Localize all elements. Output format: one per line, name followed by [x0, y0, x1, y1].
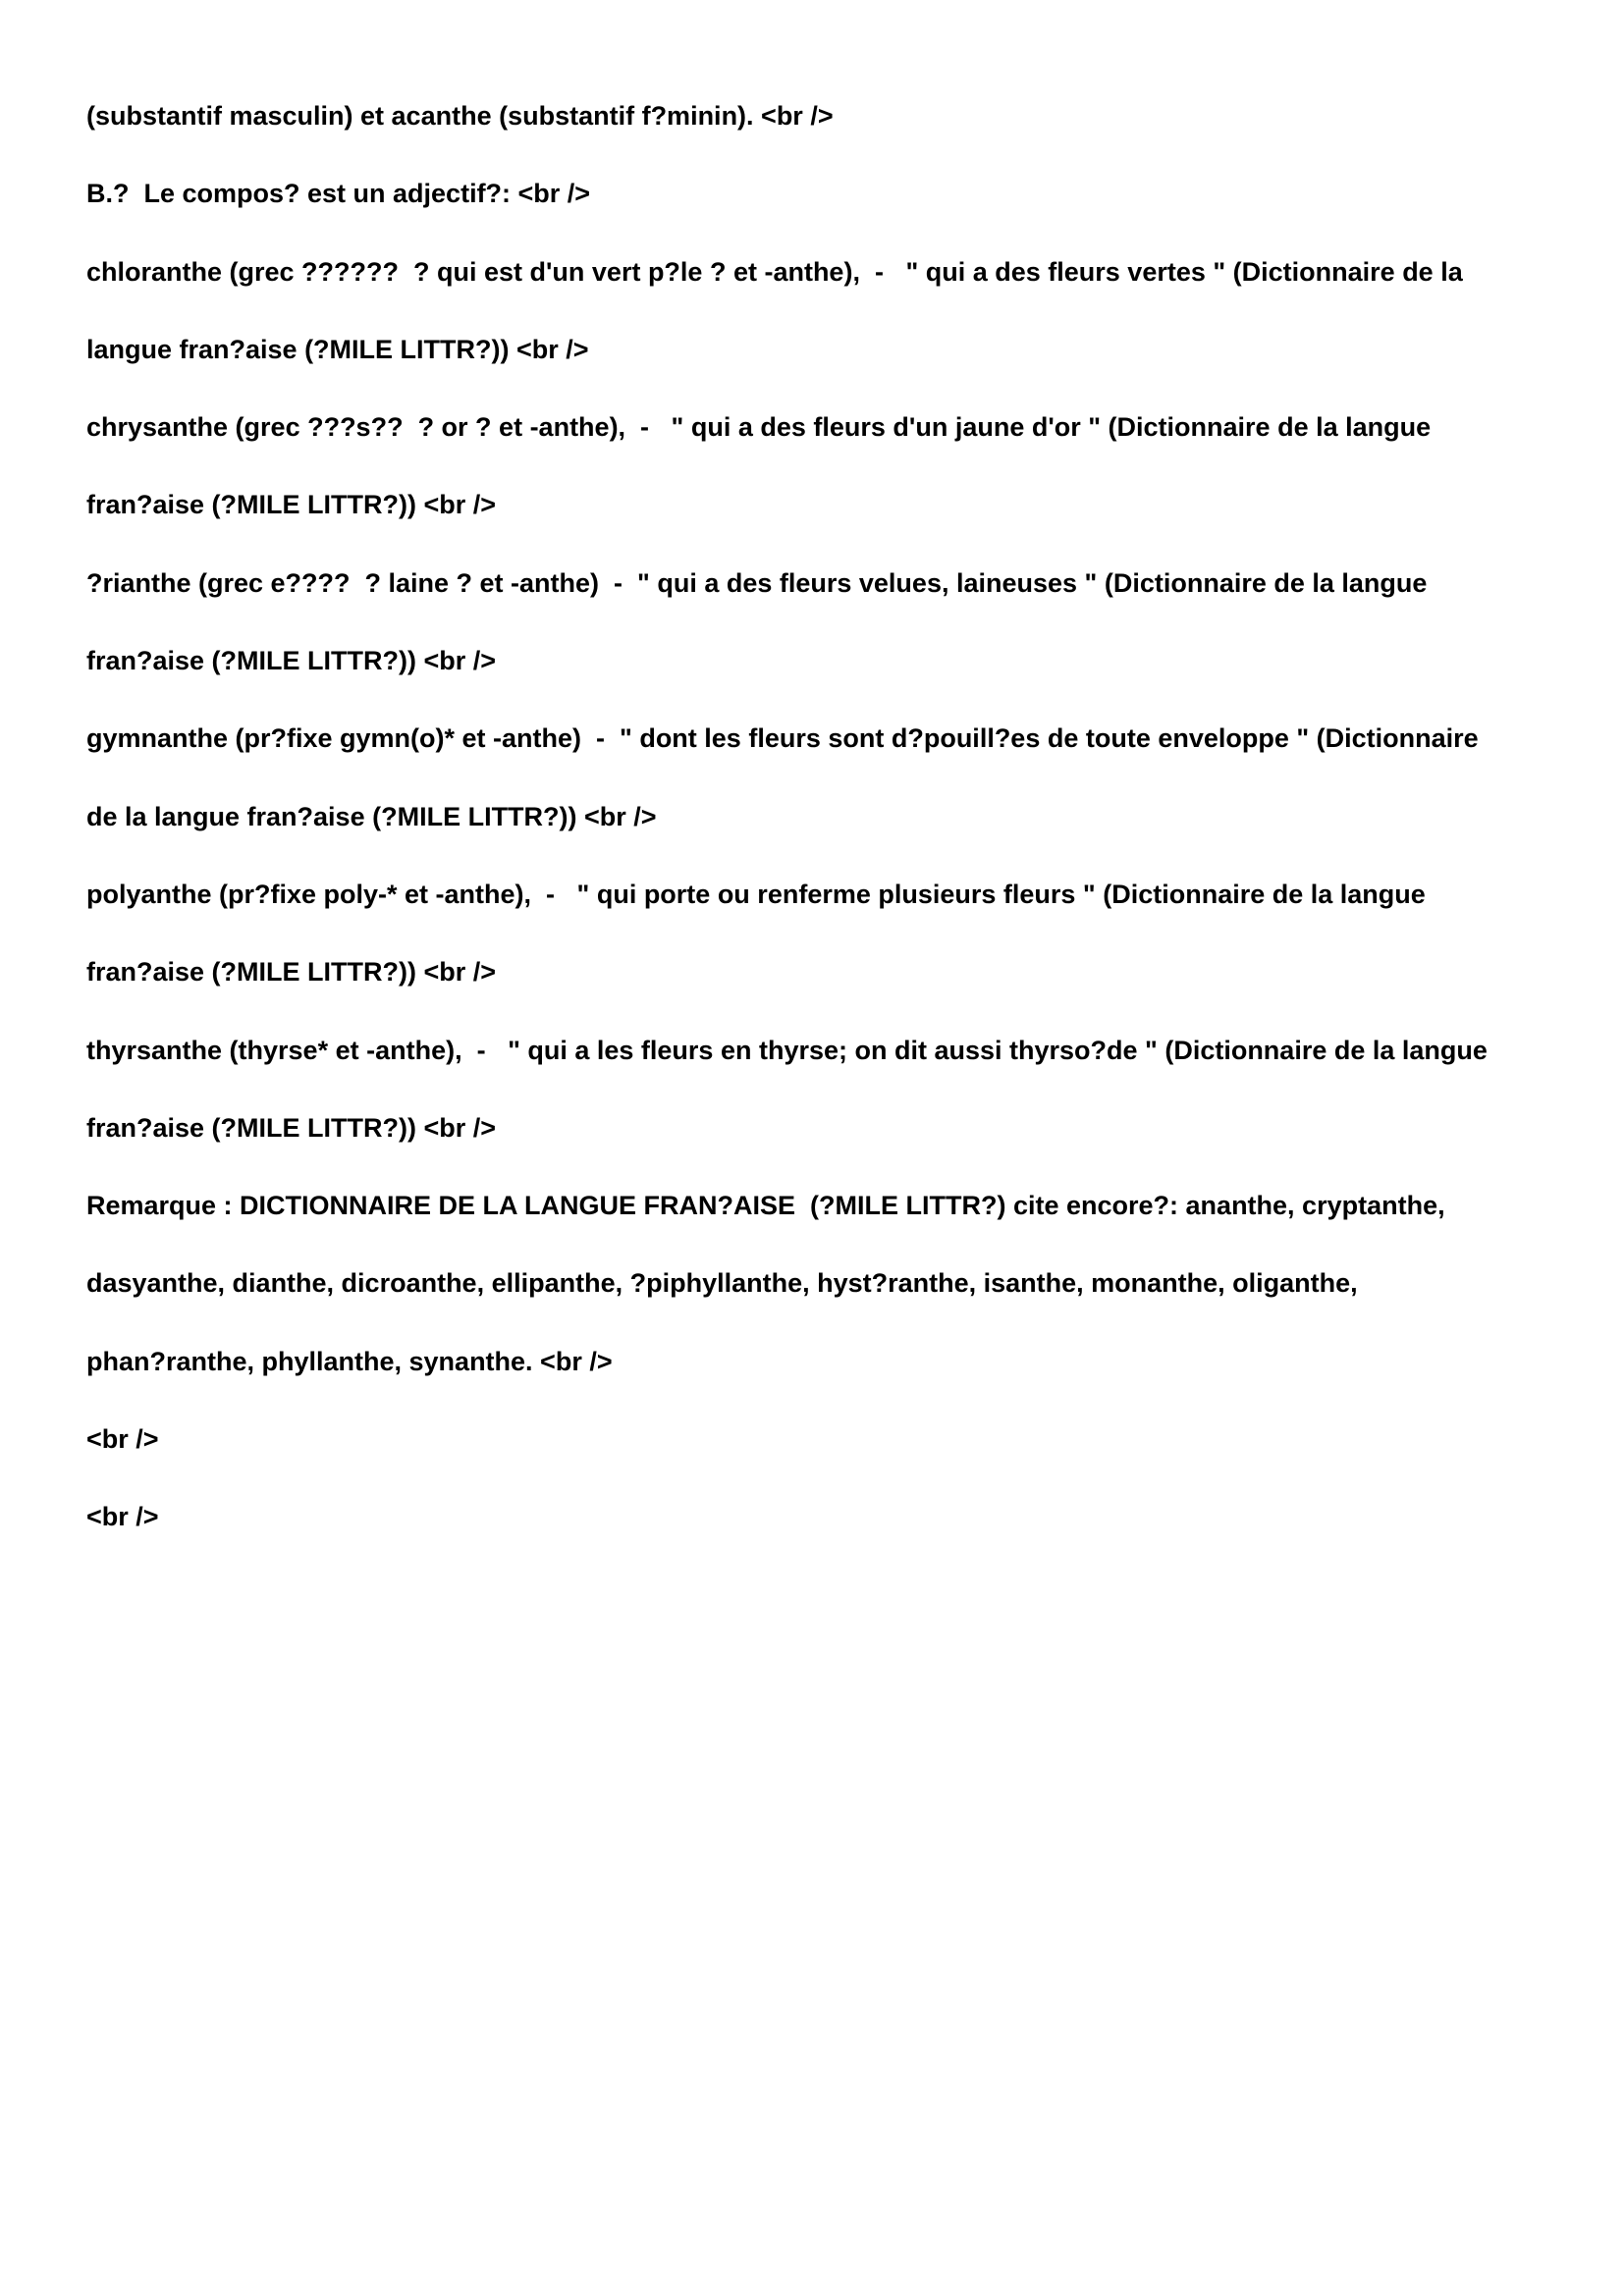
text-line-15: Remarque : DICTIONNAIRE DE LA LANGUE FRAN?AISE (?MILE LITTR?) cite encore?: ananthe, cryptanthe,: [86, 1191, 1445, 1221]
text-line-1: (substantif masculin) et acanthe (substantif f?minin). <br />: [86, 101, 834, 131]
text-line-7: ?rianthe (grec e???? ? laine ? et -anthe) - " qui a des fleurs velues, laineuses " (Dictionnaire de la langue: [86, 567, 1428, 598]
text-line-6: fran?aise (?MILE LITTR?)) <br />: [86, 490, 497, 520]
text-line-5: chrysanthe (grec ???s?? ? or ? et -anthe), - " qui a des fleurs d'un jaune d'or " (Dictionnaire de la langue: [86, 412, 1432, 443]
text-line-9: gymnanthe (pr?fixe gymn(o)* et -anthe) - " dont les fleurs sont d?pouill?es de toute enveloppe " (Dictionnaire: [86, 723, 1479, 754]
text-line-4: langue fran?aise (?MILE LITTR?)) <br />: [86, 334, 589, 364]
text-line-12: fran?aise (?MILE LITTR?)) <br />: [86, 957, 497, 988]
text-line-10: de la langue fran?aise (?MILE LITTR?)) <br />: [86, 801, 657, 831]
text-line-3: chloranthe (grec ?????? ? qui est d'un vert p?le ? et -anthe), - " qui a des fleurs vertes " (Dictionnaire de la: [86, 256, 1463, 287]
text-line-11: polyanthe (pr?fixe poly-* et -anthe), - " qui porte ou renferme plusieurs fleurs " (Dictionnaire de la langue: [86, 879, 1426, 909]
document-body: [86, 90, 1559, 1570]
text-line-16: dasyanthe, dianthe, dicroanthe, ellipanthe, ?piphyllanthe, hyst?ranthe, isanthe, monanthe, oliganthe,: [86, 1268, 1358, 1299]
text-line-19: <br />: [86, 1502, 159, 1532]
text-line-17: phan?ranthe, phyllanthe, synanthe. <br />: [86, 1346, 613, 1376]
text-line-14: fran?aise (?MILE LITTR?)) <br />: [86, 1112, 497, 1143]
text-line-2: B.? Le compos? est un adjectif?: <br />: [86, 179, 591, 209]
text-line-8: fran?aise (?MILE LITTR?)) <br />: [86, 646, 497, 676]
text-line-18: <br />: [86, 1424, 159, 1455]
text-line-13: thyrsanthe (thyrse* et -anthe), - " qui a les fleurs en thyrse; on dit aussi thyrso?de " (Dictionnaire de la langue: [86, 1035, 1488, 1065]
